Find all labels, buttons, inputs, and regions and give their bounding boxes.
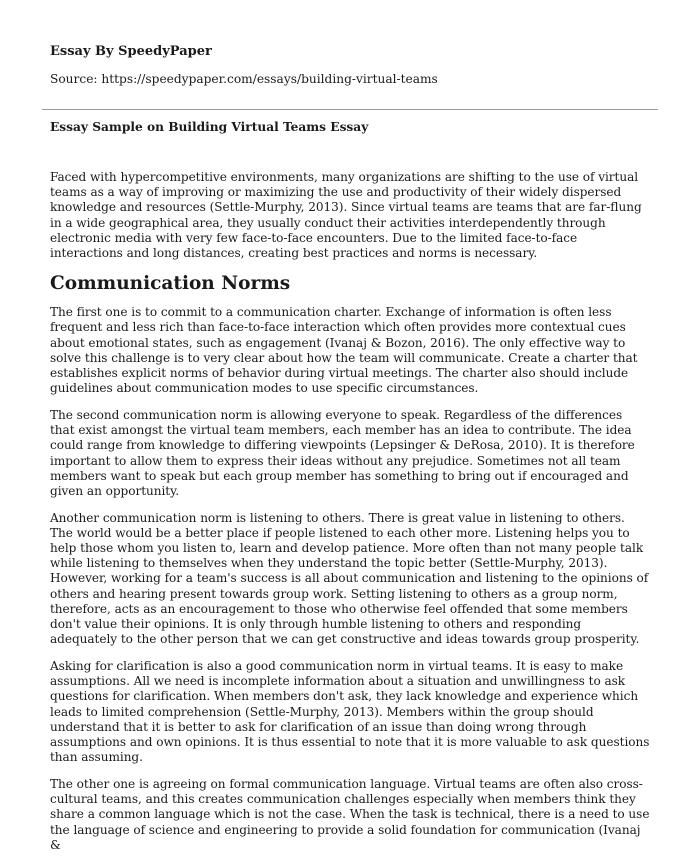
body-paragraph-5: The other one is agreeing on formal communication language. Virtual teams are often also cross-cultural teams, and this creates communication challenges especially when members think they share a common language which is not the case. When the task is technical, there is a need to use the language of science and engineering to provide a solid foundation for communication (Ivanaj & bbox=[50, 776, 650, 852]
body-paragraph-3: Another communication norm is listening to others. There is great value in listening to others. The world would be a better place if people listened to each other more. Listening helps you to help those whom you listen to, learn and develop patience. More often than not many people talk while listening to themselves when they understand the topic better (Settle-Murphy, 2013). However, working for a team's success is all about communication and listening to the opinions of others and hearing present towards group work. Setting listening to others as a group norm, therefore, acts as an encouragement to those who otherwise feel offended that some members don't value their opinions. It is only through humble listening to others and responding adequately to the other person that we can get constructive and ideas towards group prosperity. bbox=[50, 510, 649, 647]
body-paragraph-2: The second communication norm is allowing everyone to speak. Regardless of the differences that exist amongst the virtual team members, each member has an idea to contribute. The idea could range from knowledge to differing viewpoints (Lepsinger & DeRosa, 2010). It is therefore important to allow them to express their ideas without any prejudice. Sometimes not all team members want to speak but each group member has something to bring out if encouraged and given an opportunity. bbox=[50, 407, 635, 498]
body-paragraph-1: The first one is to commit to a communication charter. Exchange of information is often less frequent and less rich than face-to-face interaction which often provides more contextual cues about emotional states, such as engagement (Ivanaj & Bozon, 2016). The only effective way to solve this challenge is to very clear about how the team will communicate. Create a charter that establishes explicit norms of behavior during virtual meetings. The charter also should include guidelines about communication modes to use specific circumstances. bbox=[50, 305, 638, 396]
source-line: Source: https://speedypaper.com/essays/building-virtual-teams bbox=[50, 72, 438, 86]
essay-title: Essay Sample on Building Virtual Teams Essay bbox=[50, 120, 369, 134]
header-divider bbox=[42, 109, 658, 110]
section-heading: Communication Norms bbox=[50, 273, 291, 295]
body-paragraph-4: Asking for clarification is also a good communication norm in virtual teams. It is easy to make assumptions. All we need is incomplete information about a situation and unwillingness to ask questions for clarification. When members don't ask, they lack knowledge and experience which leads to limited comprehension (Settle-Murphy, 2013). Members within the group should understand that it is better to ask for clarification of an issue than doing wrong through assumptions and own opinions. It is thus essential to note that it is more valuable to ask questions than assuming. bbox=[50, 658, 650, 765]
intro-paragraph: Faced with hypercompetitive environments, many organizations are shifting to the use of virtual teams as a way of improving or maximizing the use and productivity of their widely dispersed knowledge and resources (Settle-Murphy, 2013). Since virtual teams are teams that are far-flung in a wide geographical area, they usually conduct their activities interdependently through electronic media with very few face-to-face encounters. Due to the limited face-to-face interactions and long distances, creating best practices and norms is necessary. bbox=[50, 170, 642, 261]
essay-body bbox=[50, 170, 650, 864]
brand-title: Essay By SpeedyPaper bbox=[50, 44, 212, 59]
